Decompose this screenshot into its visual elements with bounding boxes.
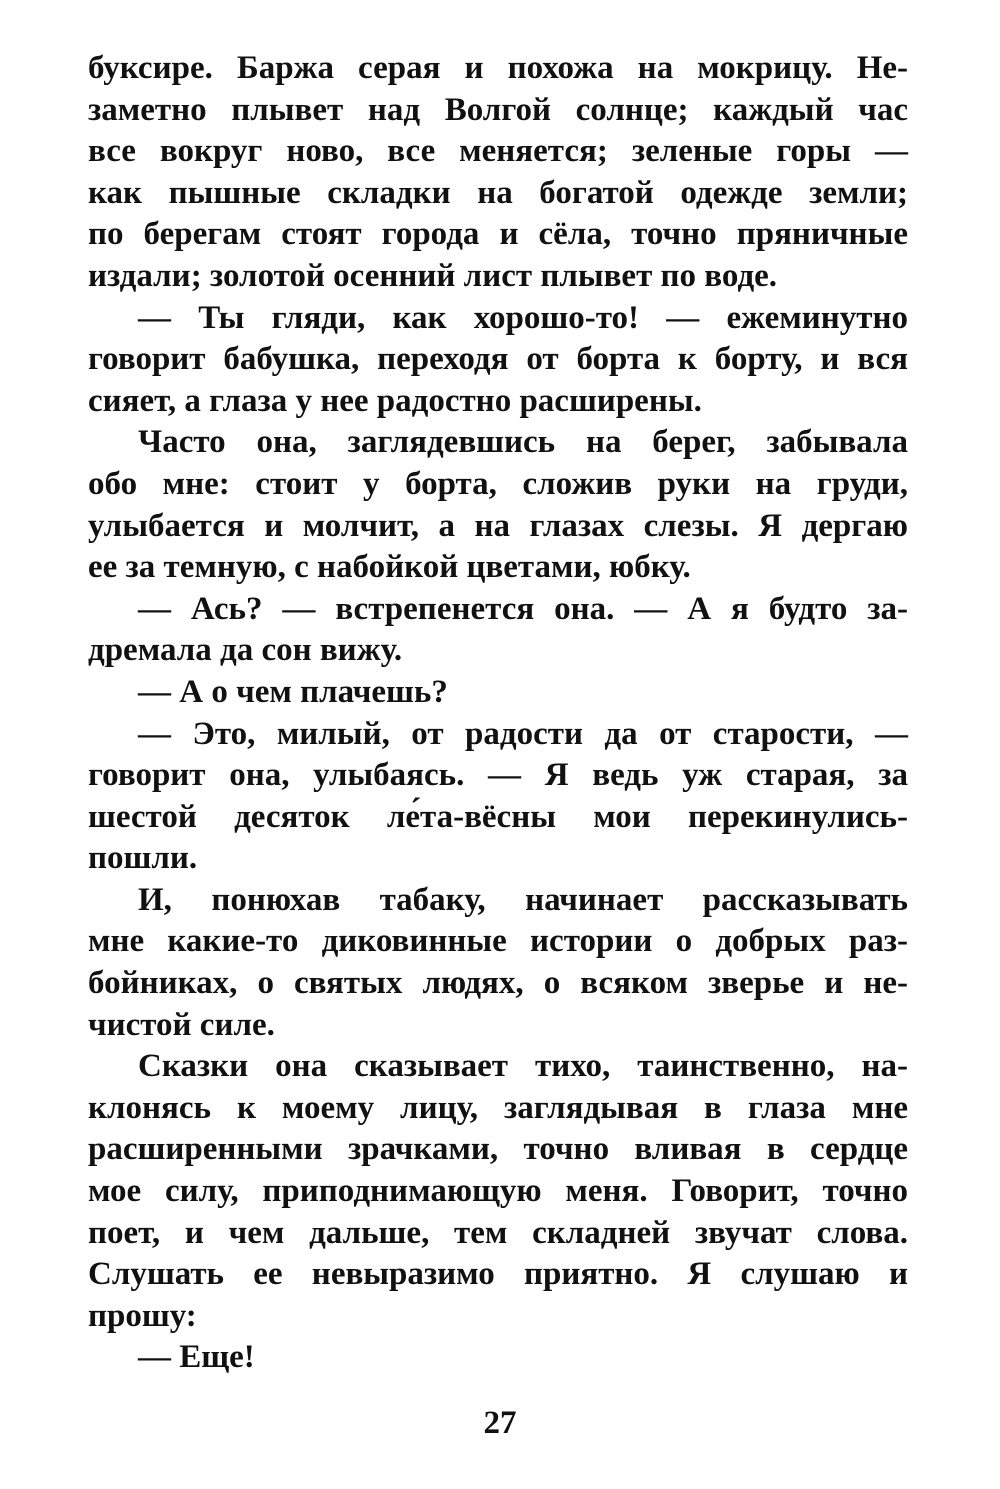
text-line: — Ась? — встрепенется она. — А я будто за- — [138, 590, 908, 627]
text-line: дремала да сон вижу. — [88, 632, 403, 669]
text-line: издали; золотой осенний лист плывет по воде. — [88, 257, 778, 294]
text-line: клонясь к моему лицу, заглядывая в глаза мне — [88, 1089, 908, 1126]
text-line: мне какие-то диковинные истории о добрых раз- — [88, 923, 908, 960]
paragraph — [88, 589, 908, 672]
text-line: И, понюхав табаку, начинает рассказывать — [138, 881, 908, 918]
text-line: мое силу, приподнимающую меня. Говорит, точно — [88, 1173, 908, 1210]
paragraph — [88, 714, 908, 880]
text-line: как пышные складки на богатой одежде земли; — [88, 174, 908, 211]
text-line: Сказки она сказывает тихо, таинственно, на- — [138, 1048, 908, 1085]
text-line: улыбается и молчит, а на глазах слезы. Я дергаю — [88, 507, 908, 544]
text-line: шестой десяток ле́та-вёсны мои перекинулись- — [88, 798, 908, 835]
paragraph — [88, 298, 908, 423]
text-line: заметно плывет над Волгой солнце; каждый час — [88, 91, 908, 128]
text-line: поет, и чем дальше, тем складней звучат слова. — [88, 1214, 908, 1251]
text-line: пошли. — [88, 840, 198, 877]
text-line: расширенными зрачками, точно вливая в сердце — [88, 1131, 908, 1168]
text-line: бойниках, о святых людях, о всяком зверье и не- — [88, 965, 908, 1002]
text-line: Часто она, заглядевшись на берег, забывала — [138, 424, 908, 461]
paragraph — [88, 1046, 908, 1337]
text-line: — Это, милый, от радости да от старости, — — [138, 715, 908, 752]
paragraph — [88, 48, 908, 298]
text-line: буксире. Баржа серая и похожа на мокрицу. Не- — [88, 50, 908, 86]
paragraph — [88, 880, 908, 1046]
paragraph — [88, 1337, 908, 1379]
text-line: сияет, а глаза у нее радостно расширены. — [88, 382, 702, 419]
text-line: прошу: — [88, 1297, 197, 1334]
text-line: Слушать ее невыразимо приятно. Я слушаю и — [88, 1256, 908, 1293]
text-line: все вокруг ново, все меняется; зеленые горы — — [88, 133, 908, 170]
text-line: говорит она, улыбаясь. — Я ведь уж старая, за — [88, 757, 908, 794]
page-number: 27 — [483, 1405, 517, 1441]
text-line: — Еще! — [138, 1339, 255, 1376]
paragraph — [88, 422, 908, 588]
text-line: ее за темную, с набойкой цветами, юбку. — [88, 549, 691, 586]
text-line: — Ты гляди, как хорошо-то! — ежеминутно — [138, 299, 908, 336]
text-line: обо мне: стоит у борта, сложив руки на груди, — [88, 465, 908, 502]
text-line: говорит бабушка, переходя от борта к борту, и вся — [88, 341, 908, 378]
text-line: по берегам стоят города и сёла, точно пряничные — [88, 216, 908, 253]
paragraph — [88, 672, 908, 714]
text-line: чистой силе. — [88, 1006, 275, 1043]
text-line: — А о чем плачешь? — [138, 673, 448, 710]
page-text-body — [88, 48, 908, 1448]
